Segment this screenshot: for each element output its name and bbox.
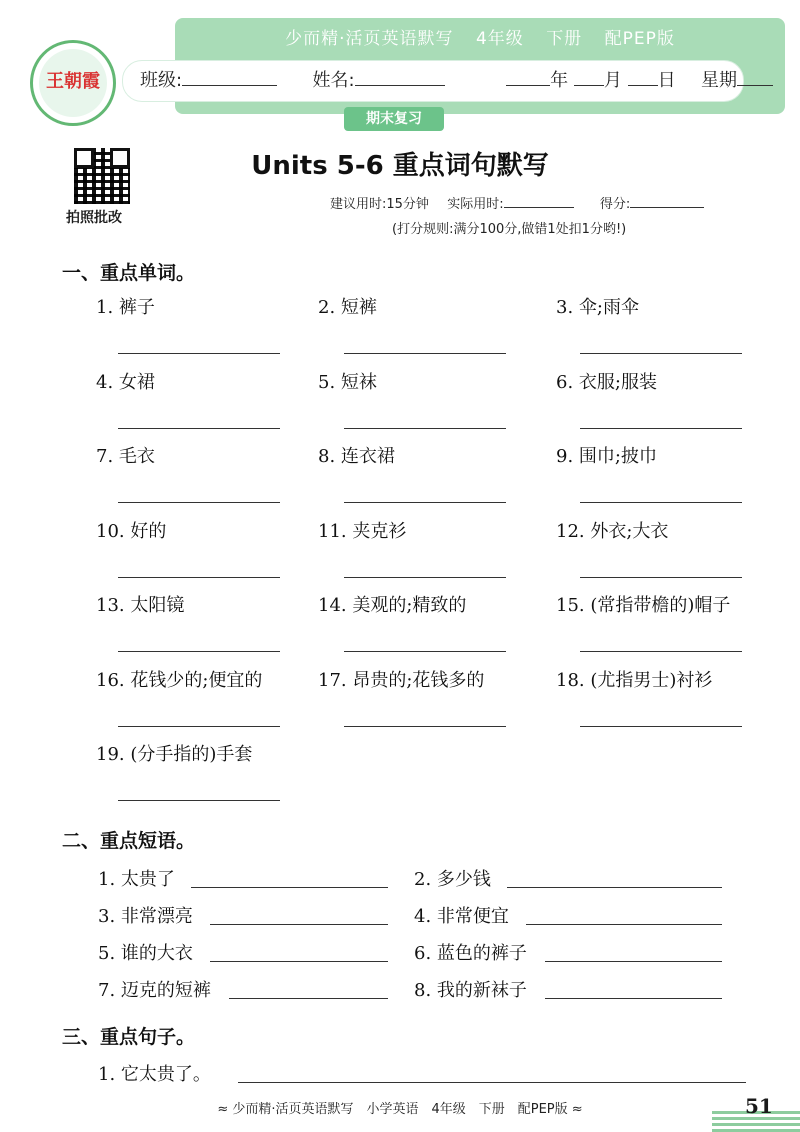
phrase-answer-line[interactable]: [210, 924, 388, 925]
word-item: 16. 花钱少的;便宜的: [96, 669, 263, 691]
word-item: 2. 短裤: [318, 297, 377, 318]
day-field[interactable]: [628, 67, 658, 86]
word-item: 17. 昂贵的;花钱多的: [318, 669, 485, 691]
word-answer-line[interactable]: [118, 353, 280, 354]
word-answer-line[interactable]: [118, 502, 280, 503]
series-banner: [175, 22, 785, 56]
word-item: 14. 美观的;精致的: [318, 595, 467, 616]
phrase-item: 5. 谁的大衣: [98, 943, 193, 964]
term-label: 下册: [546, 29, 583, 49]
time-score-row: [330, 193, 704, 212]
word-answer-line[interactable]: [344, 502, 506, 503]
phrases-heading: 二、重点短语。: [62, 830, 196, 852]
final-review-tab: 期末复习: [344, 107, 444, 131]
phrase-item: 2. 多少钱: [414, 869, 491, 890]
weekday-field[interactable]: [737, 67, 773, 86]
phrase-answer-line[interactable]: [210, 961, 388, 962]
page-number: 51: [745, 1094, 773, 1118]
sentence-item: 1. 它太贵了。: [98, 1064, 211, 1085]
logo-text: 王朝霞: [46, 71, 100, 92]
year-label: 年: [550, 70, 569, 91]
phrase-answer-line[interactable]: [191, 887, 388, 888]
word-answer-line[interactable]: [118, 577, 280, 578]
footer-text: ≈ 少而精·活页英语默写 小学英语 4年级 下册 配PEP版 ≈: [217, 1102, 583, 1117]
weekday-label: 星期: [701, 70, 738, 91]
word-answer-line[interactable]: [580, 428, 742, 429]
grade-label: 4年级: [475, 29, 524, 49]
phrase-answer-line[interactable]: [545, 998, 722, 999]
word-answer-line[interactable]: [580, 577, 742, 578]
name-label: 姓名:: [312, 70, 355, 91]
phrase-item: 7. 迈克的短裤: [98, 980, 211, 1001]
phrase-item: 4. 非常便宜: [414, 906, 509, 927]
word-answer-line[interactable]: [580, 502, 742, 503]
word-item: 4. 女裙: [96, 371, 155, 393]
name-field[interactable]: [355, 67, 445, 86]
word-item: 3. 伞;雨伞: [556, 297, 639, 318]
student-info-row: [140, 66, 773, 92]
word-item: 10. 好的: [96, 520, 167, 542]
qr-label: 拍照批改: [66, 210, 122, 226]
page-title: Units 5-6 重点词句默写: [251, 151, 549, 181]
word-answer-line[interactable]: [344, 726, 506, 727]
day-label: 日: [657, 70, 676, 91]
class-label: 班级:: [140, 70, 183, 91]
phrase-answer-line[interactable]: [545, 961, 722, 962]
word-answer-line[interactable]: [580, 353, 742, 354]
phrase-item: 6. 蓝色的裤子: [414, 943, 527, 964]
suggested-time: 建议用时:15分钟: [330, 197, 429, 212]
word-answer-line[interactable]: [118, 726, 280, 727]
sentences-heading: 三、重点句子。: [62, 1026, 196, 1048]
word-item: 6. 衣服;服装: [556, 371, 657, 393]
word-item: 5. 短袜: [318, 371, 377, 393]
word-answer-line[interactable]: [344, 651, 506, 652]
word-answer-line[interactable]: [344, 428, 506, 429]
phrase-answer-line[interactable]: [229, 998, 388, 999]
edition-label: 配PEP版: [604, 29, 675, 49]
word-answer-line[interactable]: [344, 353, 506, 354]
phrase-item: 1. 太贵了: [98, 869, 175, 890]
word-answer-line[interactable]: [118, 428, 280, 429]
year-field[interactable]: [506, 67, 550, 86]
phrase-answer-line[interactable]: [507, 887, 722, 888]
logo-badge: [39, 49, 107, 117]
word-item: 1. 裤子: [96, 297, 155, 318]
month-field[interactable]: [574, 67, 604, 86]
word-item: 15. (常指带檐的)帽子: [556, 595, 731, 616]
phrase-item: 8. 我的新袜子: [414, 980, 527, 1001]
words-heading: 一、重点单词。: [62, 262, 196, 284]
series-title: 少而精·活页英语默写: [285, 29, 454, 49]
scoring-rule: (打分规则:满分100分,做错1处扣1分哟!): [392, 222, 627, 237]
word-item: 18. (尤指男士)衬衫: [556, 669, 713, 691]
score-label: 得分:: [599, 197, 631, 212]
publisher-logo: [30, 40, 116, 126]
word-item: 13. 太阳镜: [96, 595, 185, 616]
class-field[interactable]: [182, 67, 277, 86]
score-field[interactable]: [630, 195, 704, 208]
phrase-item: 3. 非常漂亮: [98, 906, 193, 927]
actual-time-field[interactable]: [504, 195, 574, 208]
sentence-answer-line[interactable]: [238, 1082, 746, 1083]
word-answer-line[interactable]: [118, 800, 280, 801]
actual-time-label: 实际用时:: [447, 197, 504, 212]
word-answer-line[interactable]: [118, 651, 280, 652]
month-label: 月: [603, 70, 622, 91]
word-item: 12. 外衣;大衣: [556, 520, 669, 542]
word-item: 11. 夹克衫: [318, 520, 407, 542]
word-answer-line[interactable]: [344, 577, 506, 578]
word-item: 9. 围巾;披巾: [556, 446, 657, 467]
word-answer-line[interactable]: [580, 651, 742, 652]
word-item: 19. (分手指的)手套: [96, 744, 253, 765]
phrase-answer-line[interactable]: [526, 924, 722, 925]
word-item: 8. 连衣裙: [318, 446, 395, 467]
word-answer-line[interactable]: [580, 726, 742, 727]
word-item: 7. 毛衣: [96, 446, 155, 467]
